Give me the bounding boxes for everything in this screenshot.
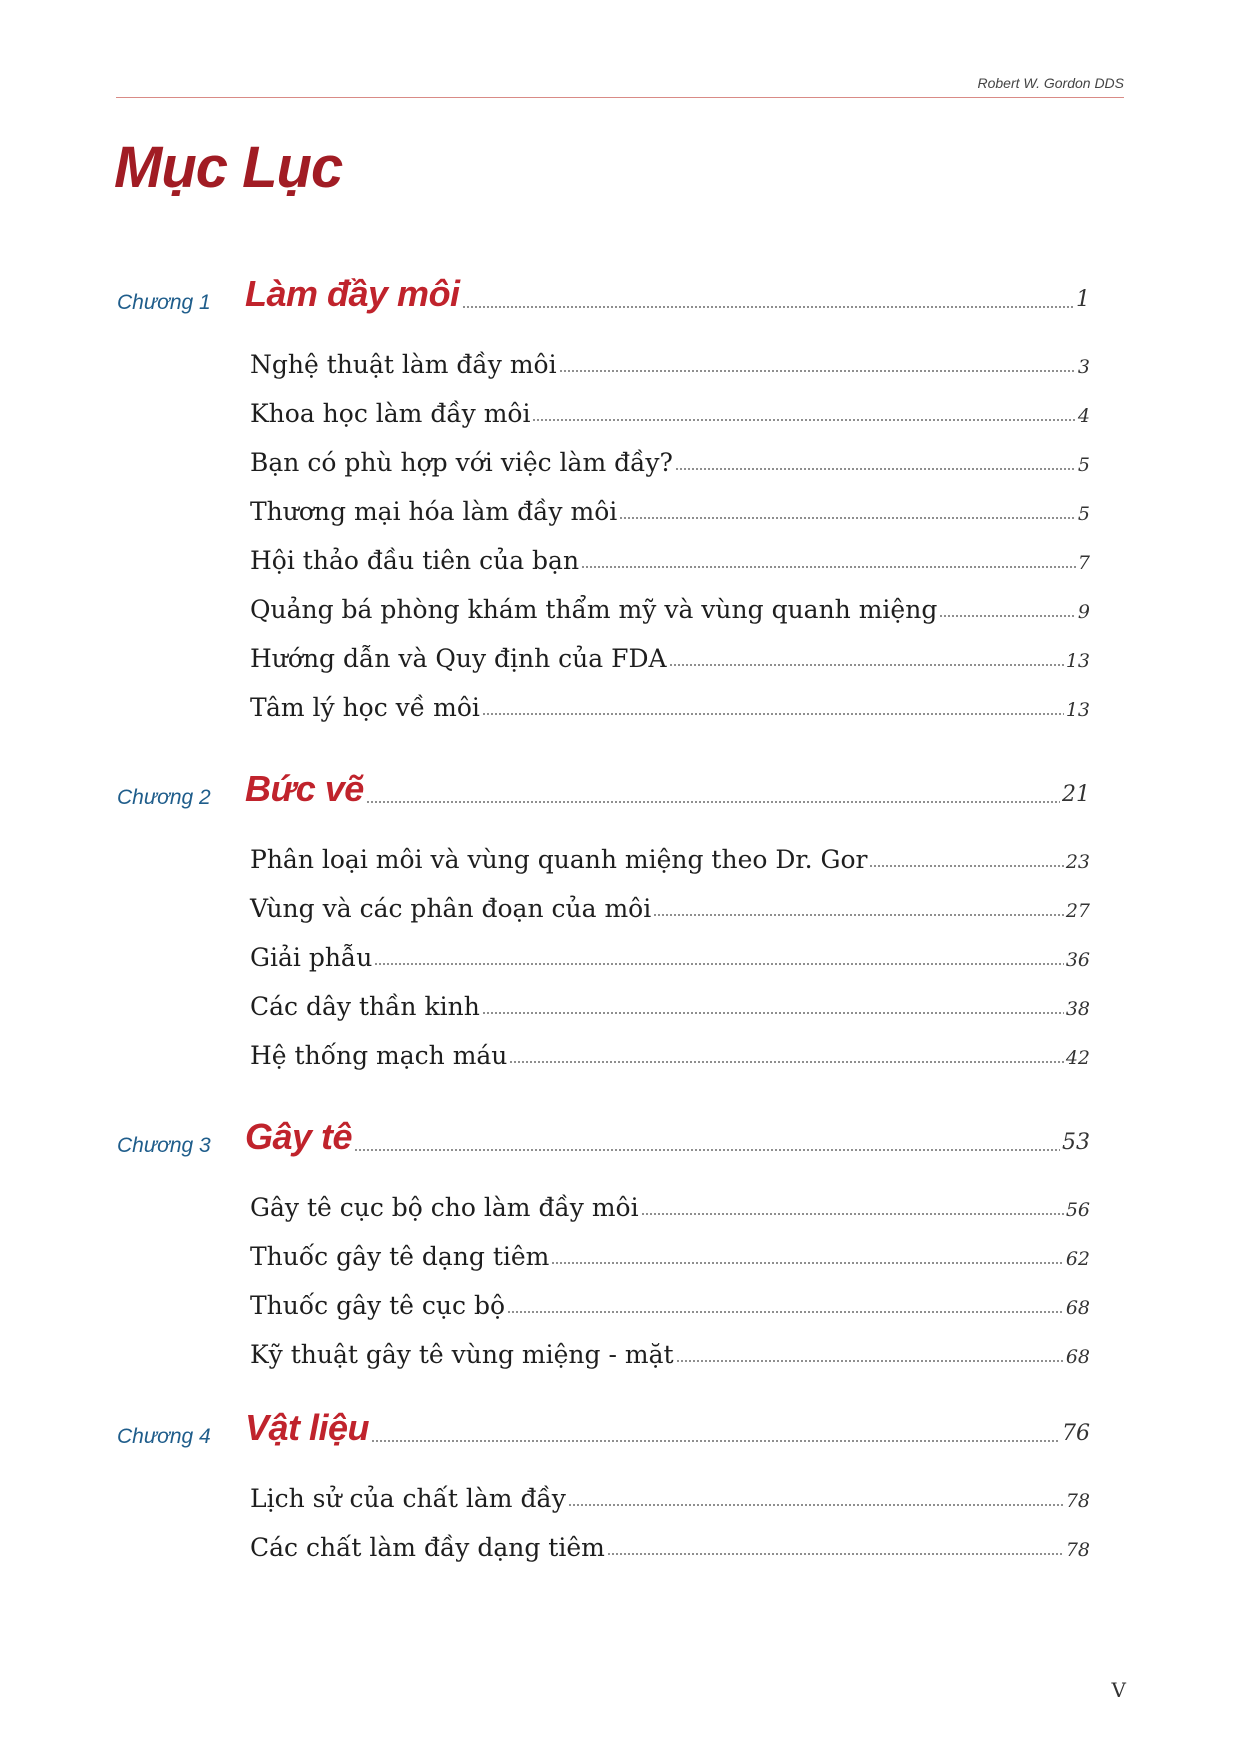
toc-entry[interactable] xyxy=(250,399,1090,428)
dot-leader xyxy=(354,1149,1060,1151)
toc-entry[interactable] xyxy=(250,1484,1090,1513)
dot-leader xyxy=(676,1360,1064,1362)
toc-entry[interactable] xyxy=(250,894,1090,923)
entry-page-number: 62 xyxy=(1065,1248,1090,1270)
entry-page-number: 13 xyxy=(1065,650,1090,672)
chapter-label: Chương 4 xyxy=(117,1425,211,1448)
chapter-page-number: 21 xyxy=(1062,782,1090,807)
dot-leader xyxy=(641,1213,1064,1215)
entry-page-number: 36 xyxy=(1065,949,1090,971)
toc-entry[interactable] xyxy=(250,992,1090,1021)
entry-title: Thuốc gây tê cục bộ xyxy=(250,1291,505,1320)
entry-page-number: 5 xyxy=(1077,454,1090,476)
entry-page-number: 23 xyxy=(1065,851,1090,873)
toc-entry[interactable] xyxy=(250,595,1090,624)
toc-entry[interactable] xyxy=(250,1041,1090,1070)
entry-page-number: 78 xyxy=(1065,1539,1090,1561)
dot-leader xyxy=(607,1553,1064,1555)
entry-page-number: 27 xyxy=(1065,900,1090,922)
dot-leader xyxy=(532,419,1075,421)
dot-leader xyxy=(619,517,1076,519)
chapter-entry[interactable] xyxy=(245,1407,1090,1449)
chapter-title: Làm đầy môi xyxy=(245,273,460,314)
entry-title: Hướng dẫn và Quy định của FDA xyxy=(250,644,667,673)
entry-title: Lịch sử của chất làm đầy xyxy=(250,1484,566,1513)
entry-page-number: 68 xyxy=(1065,1346,1090,1368)
entry-page-number: 5 xyxy=(1077,503,1090,525)
chapter-entry[interactable] xyxy=(245,768,1090,810)
chapter-page-number: 53 xyxy=(1062,1130,1090,1155)
toc-entry[interactable] xyxy=(250,644,1090,673)
chapter-title: Vật liệu xyxy=(245,1407,370,1448)
entry-page-number: 7 xyxy=(1077,552,1090,574)
entry-page-number: 68 xyxy=(1065,1297,1090,1319)
toc-title: Mục Lục xyxy=(114,135,343,200)
dot-leader xyxy=(374,963,1063,965)
entry-title: Hội thảo đầu tiên của bạn xyxy=(250,546,580,575)
entry-page-number: 78 xyxy=(1065,1490,1090,1512)
entry-page-number: 13 xyxy=(1065,699,1090,721)
chapter-entry[interactable] xyxy=(245,273,1090,315)
dot-leader xyxy=(462,306,1074,308)
toc-entry[interactable] xyxy=(250,845,1090,874)
dot-leader xyxy=(939,615,1076,617)
entry-title: Nghệ thuật làm đầy môi xyxy=(250,350,557,379)
dot-leader xyxy=(482,713,1064,715)
chapter-entry[interactable] xyxy=(245,1116,1090,1158)
toc-entry[interactable] xyxy=(250,497,1090,526)
toc-entry[interactable] xyxy=(250,1193,1090,1222)
running-header-author: Robert W. Gordon DDS xyxy=(977,75,1124,91)
entry-title: Các chất làm đầy dạng tiêm xyxy=(250,1533,605,1562)
dot-leader xyxy=(869,865,1063,867)
toc-entry[interactable] xyxy=(250,1242,1090,1271)
dot-leader xyxy=(669,664,1064,666)
toc-entry[interactable] xyxy=(250,1340,1090,1369)
dot-leader xyxy=(581,566,1076,568)
toc-entry[interactable] xyxy=(250,546,1090,575)
entry-title: Giải phẫu xyxy=(250,943,373,972)
entry-page-number: 42 xyxy=(1065,1047,1090,1069)
page-number: V xyxy=(1111,1678,1126,1702)
dot-leader xyxy=(568,1504,1064,1506)
entry-title: Tâm lý học về môi xyxy=(250,693,480,722)
entry-title: Phân loại môi và vùng quanh miệng theo Dr. Gor xyxy=(250,845,868,874)
dot-leader xyxy=(482,1012,1064,1014)
chapter-label: Chương 3 xyxy=(117,1134,211,1157)
dot-leader xyxy=(509,1061,1063,1063)
toc-entry[interactable] xyxy=(250,448,1090,477)
entry-title: Quảng bá phòng khám thẩm mỹ và vùng quanh miệng xyxy=(250,595,938,624)
entry-title: Hệ thống mạch máu xyxy=(250,1041,508,1070)
dot-leader xyxy=(653,914,1064,916)
chapter-page-number: 76 xyxy=(1062,1421,1090,1446)
toc-entry[interactable] xyxy=(250,350,1090,379)
dot-leader xyxy=(371,1440,1060,1442)
chapter-label: Chương 2 xyxy=(117,786,211,809)
entry-title: Gây tê cục bộ cho làm đầy môi xyxy=(250,1193,639,1222)
dot-leader xyxy=(507,1311,1064,1313)
entry-title: Khoa học làm đầy môi xyxy=(250,399,531,428)
chapter-title: Gây tê xyxy=(245,1116,353,1157)
entry-title: Vùng và các phân đoạn của môi xyxy=(250,894,652,923)
toc-entry[interactable] xyxy=(250,1291,1090,1320)
toc-entry[interactable] xyxy=(250,1533,1090,1562)
entry-page-number: 9 xyxy=(1077,601,1090,623)
chapter-page-number: 1 xyxy=(1076,287,1090,312)
toc-entry[interactable] xyxy=(250,693,1090,722)
toc-entry[interactable] xyxy=(250,943,1090,972)
dot-leader xyxy=(551,1262,1063,1264)
entry-title: Kỹ thuật gây tê vùng miệng - mặt xyxy=(250,1340,674,1369)
entry-title: Thuốc gây tê dạng tiêm xyxy=(250,1242,550,1271)
dot-leader xyxy=(366,801,1060,803)
entry-title: Các dây thần kinh xyxy=(250,992,480,1021)
entry-page-number: 38 xyxy=(1065,998,1090,1020)
entry-page-number: 3 xyxy=(1077,356,1090,378)
chapter-title: Bức vẽ xyxy=(245,768,364,809)
entry-page-number: 4 xyxy=(1077,405,1090,427)
dot-leader xyxy=(559,370,1076,372)
entry-title: Thương mại hóa làm đầy môi xyxy=(250,497,618,526)
entry-page-number: 56 xyxy=(1065,1199,1090,1221)
entry-title: Bạn có phù hợp với việc làm đầy? xyxy=(250,448,673,477)
dot-leader xyxy=(675,468,1076,470)
chapter-label: Chương 1 xyxy=(117,291,211,314)
